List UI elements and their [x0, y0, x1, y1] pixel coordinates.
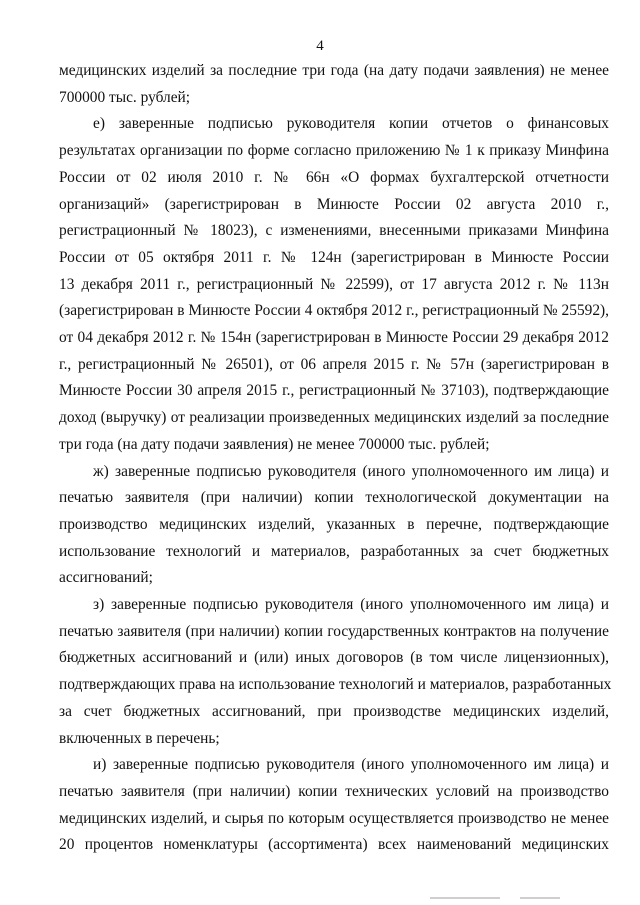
text-line: включенных в перечень;: [59, 729, 220, 747]
text-line: ж) заверенные подписью руководителя (иного уполномоченного им лица) и: [93, 462, 609, 480]
text-line: доход (выручку) от реализации произведенных медицинских изделий за последние: [59, 409, 609, 427]
text-line: ассигнований;: [59, 569, 153, 587]
text-line: результатах организации по форме согласно приложению № 1 к приказу Минфина: [59, 142, 609, 160]
page-number: 4: [316, 38, 324, 54]
document-body: [59, 58, 612, 859]
text-line: Минюсте России 30 апреля 2015 г., регистрационный № 37103), подтверждающие: [59, 382, 609, 400]
text-line: медицинских изделий за последние три года (на дату подачи заявления) не менее: [59, 62, 609, 79]
text-line: г., регистрационный № 26501), от 06 апреля 2015 г. № 57н (зарегистрирован в: [59, 355, 609, 373]
text-line: производство медицинских изделий, указанных в перечне, подтверждающие: [59, 515, 609, 533]
text-line: 20 процентов номенклатуры (ассортимента) всех наименований медицинских: [59, 836, 609, 854]
text-line: подтверждающих права на использование технологий и материалов, разработанных: [59, 676, 612, 694]
text-line: России от 05 октября 2011 г. № 124н (зарегистрирован в Минюсте России: [59, 248, 609, 266]
text-line: 700000 тыс. рублей;: [59, 88, 191, 106]
scan-artifact: [430, 897, 500, 899]
text-line: медицинских изделий, и сырья по которым осуществляется производство не менее: [59, 809, 609, 827]
text-line: и) заверенные подписью руководителя (иного уполномоченного им лица) и: [93, 756, 609, 774]
text-line: использование технологий и материалов, разработанных за счет бюджетных: [59, 542, 609, 560]
text-line: за счет бюджетных ассигнований, при производстве медицинских изделий,: [59, 702, 609, 720]
text-line: печатью заявителя (при наличии) копии технологической документации на: [59, 489, 609, 507]
text-line: три года (на дату подачи заявления) не менее 700000 тыс. рублей;: [59, 435, 490, 453]
text-line: организаций» (зарегистрирован в Минюсте России 02 августа 2010 г.,: [59, 195, 609, 213]
text-line: печатью заявителя (при наличии) копии технических условий на производство: [59, 782, 609, 800]
scan-artifact: [520, 897, 560, 899]
paragraph-zh: [59, 459, 609, 593]
paragraph-e: [59, 111, 609, 458]
paragraph-i: [59, 752, 609, 859]
text-line: от 04 декабря 2012 г. № 154н (зарегистрирован в Минюсте России 29 декабря 2012: [59, 329, 609, 347]
text-line: регистрационный № 18023), с изменениями, внесенными приказами Минфина: [59, 222, 609, 240]
text-line: печатью заявителя (при наличии) копии государственных контрактов на получение: [59, 622, 609, 640]
text-line: 13 декабря 2011 г., регистрационный № 22599), от 17 августа 2012 г. № 113н: [59, 275, 609, 293]
text-line: е) заверенные подписью руководителя копии отчетов о финансовых: [93, 115, 609, 133]
text-line: России от 02 июля 2010 г. № 66н «О формах бухгалтерской отчетности: [59, 168, 609, 186]
paragraph-continuation: [59, 58, 609, 111]
text-line: з) заверенные подписью руководителя (иного уполномоченного им лица) и: [93, 596, 609, 614]
text-line: бюджетных ассигнований и (или) иных договоров (в том числе лицензионных),: [59, 649, 609, 667]
paragraph-z: [59, 592, 612, 752]
text-line: (зарегистрирован в Минюсте России 4 октября 2012 г., регистрационный № 25592),: [59, 302, 609, 320]
